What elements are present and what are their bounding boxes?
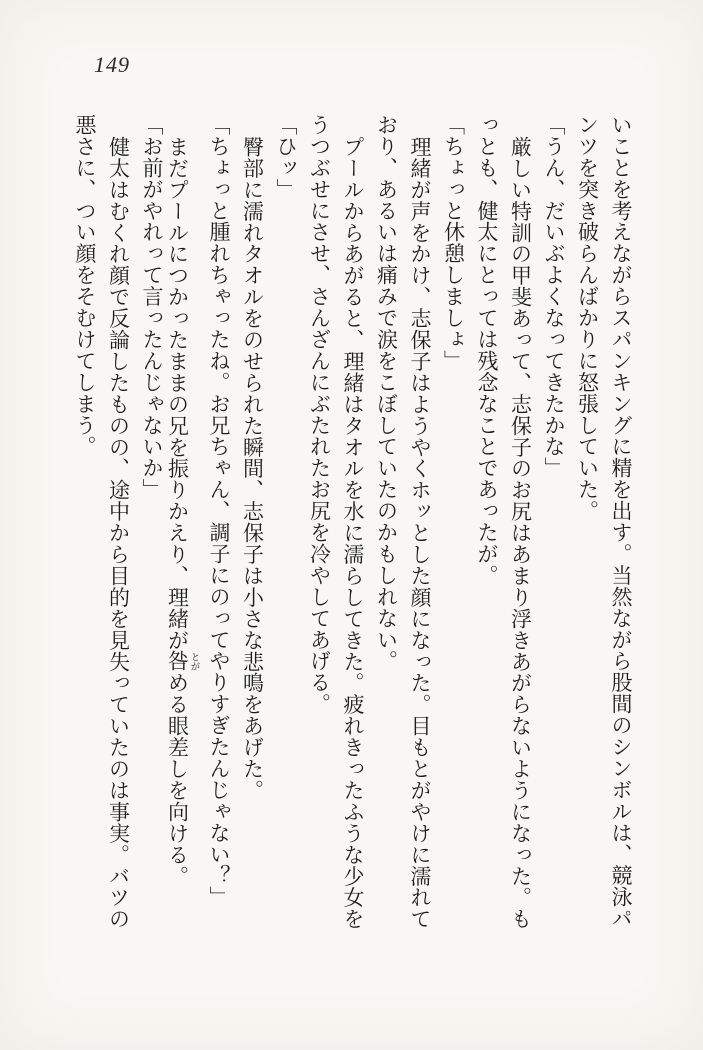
text-line-8: おり、あるいは痛みで涙をこぼしていたのかもしれない。 [374, 114, 399, 672]
text-line-14: まだプールにつかったままの兄を振りかえり、理緒が咎 とがめる眼差しを向ける。 [165, 135, 199, 887]
text-line-9: プールからあがると、理緒はタオルを水に濡らしてきた。疲れきったふうな少女を [341, 135, 365, 930]
text-line-16: 健太はむくれ顔で反論したものの、途中から目的を見失っていたのは事実。バツの [106, 135, 131, 930]
text-line-12: 臀部に濡れタオルをのせられた瞬間、志保子は小さな悲鳴をあげた。 [240, 135, 265, 801]
text-line-3: 「うん、だいぶよくなってきたかな」 [542, 114, 566, 479]
text-line-11: 「ひッ」 [274, 114, 298, 200]
text-line-7: 理緒が声をかけ、志保子はようやくホッとした顔になった。目もとがやけに濡れて [408, 135, 432, 930]
ruby-annotated-text: 咎 とが [165, 650, 199, 672]
text-line-10: うつぶせにさせ、さんざんにぶたれたお尻を冷やしてあげる。 [307, 114, 332, 715]
text-line-17: 悪さに、つい顔をそむけてしまう。 [73, 114, 97, 458]
text-line-15: 「お前がやれって言ったんじゃないか」 [140, 114, 164, 501]
text-line-6: 「ちょっと休憩しましょ」 [441, 114, 466, 372]
text-line-5: っとも、健太にとっては残念なことであったが。 [475, 114, 499, 586]
text-line-1: いことを考えながらスパンキングに精を出す。当然ながら股間のシンボルは、競泳パ [609, 114, 633, 930]
text-line-4: 厳しい特訓の甲斐あって、志保子のお尻はあまり浮きあがらないようになった。も [508, 135, 533, 930]
page-number: 149 [94, 52, 130, 77]
vertical-text-block [71, 114, 634, 954]
text-line-2: ンツを突き破らんばかりに怒張していた。 [575, 114, 600, 522]
text-line-13: 「ちょっと腫れちゃったね。お兄ちゃん、調子にのってやりすぎたんじゃない？」 [207, 114, 231, 908]
